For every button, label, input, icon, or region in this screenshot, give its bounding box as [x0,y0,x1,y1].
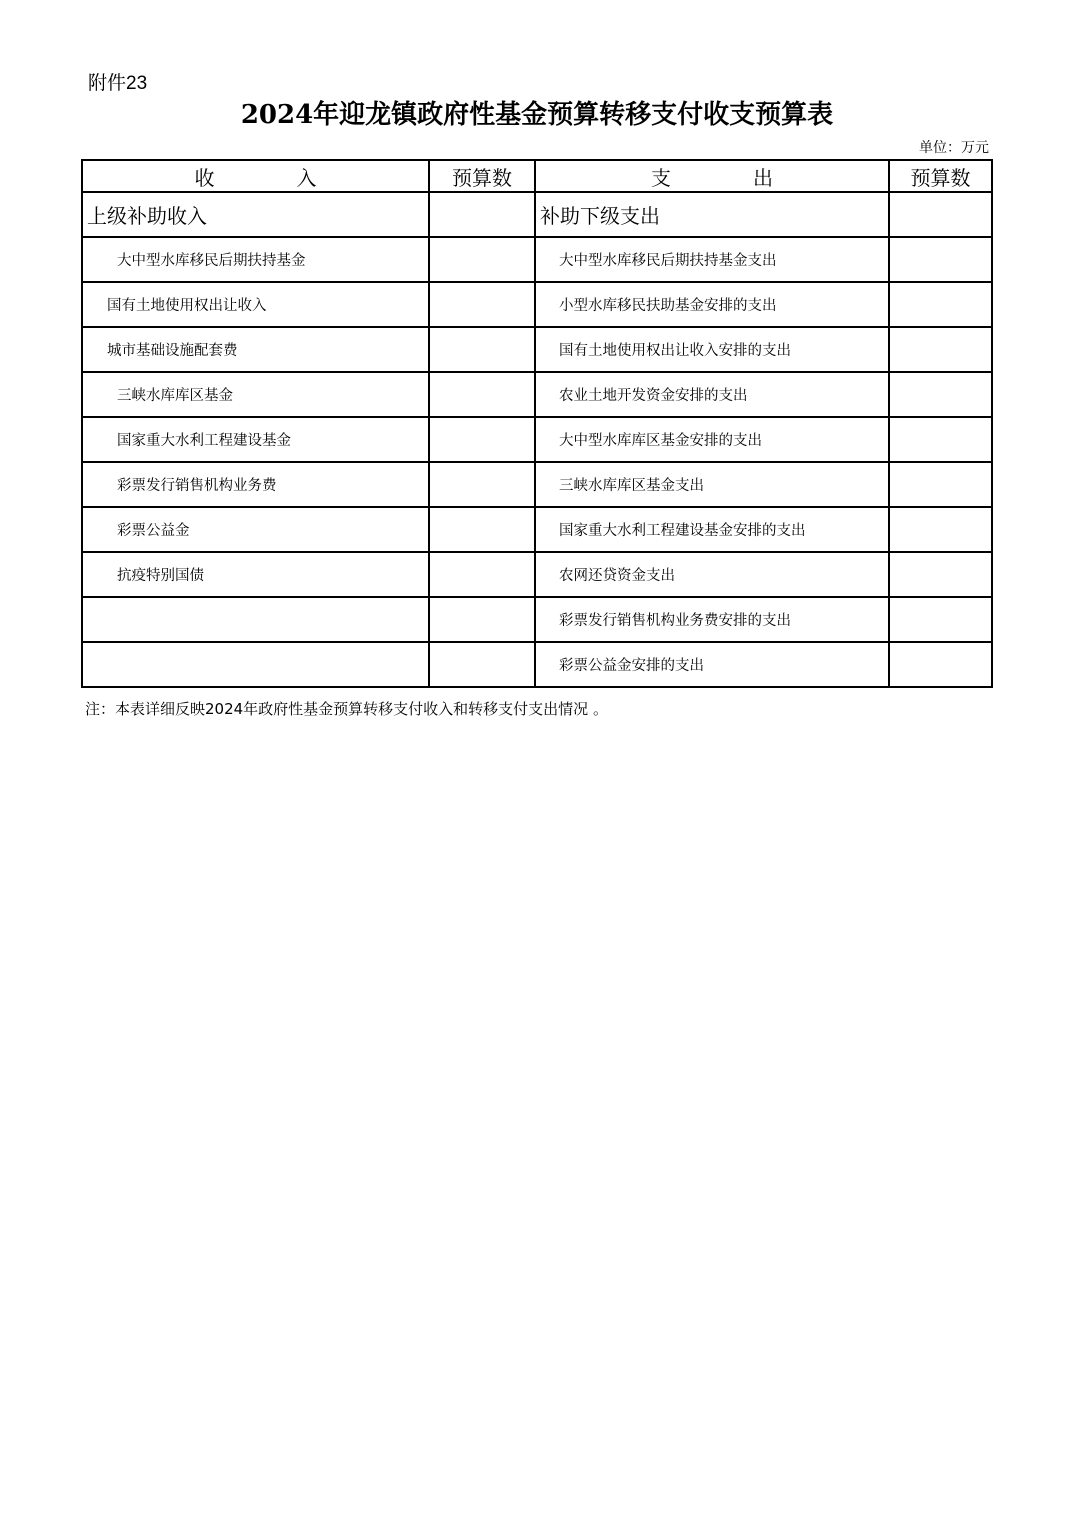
table-row [82,282,992,327]
table-header-row [82,160,992,192]
income-item: 彩票公益金 [82,507,429,552]
expense-item: 农业土地开发资金安排的支出 [535,372,889,417]
income-budget-cell [429,372,535,417]
expense-budget-cell [889,552,992,597]
income-budget-cell [429,552,535,597]
income-item: 大中型水库移民后期扶持基金 [82,237,429,282]
table-note: 注：本表详细反映2024年政府性基金预算转移支付收入和转移支付支出情况 。 [85,700,608,718]
expense-category-budget [889,192,992,237]
income-item [82,597,429,642]
budget-table [81,159,993,688]
expense-budget-cell [889,237,992,282]
income-header-char-1: 收 [194,165,215,190]
income-budget-cell [429,642,535,687]
attachment-label: 附件23 [88,73,148,94]
expense-item: 农网还贷资金支出 [535,552,889,597]
income-category-budget [429,192,535,237]
expense-header [535,160,889,192]
table-row [82,597,992,642]
table-row [82,327,992,372]
income-budget-cell [429,507,535,552]
income-budget-cell [429,417,535,462]
income-budget-cell [429,462,535,507]
unit-label: 单位：万元 [919,140,989,156]
income-item: 三峡水库库区基金 [82,372,429,417]
expense-item: 小型水库移民扶助基金安排的支出 [535,282,889,327]
expense-budget-cell [889,282,992,327]
expense-item: 国家重大水利工程建设基金安排的支出 [535,507,889,552]
expense-item: 彩票公益金安排的支出 [535,642,889,687]
expense-category: 补助下级支出 [535,192,889,237]
income-budget-cell [429,282,535,327]
category-row [82,192,992,237]
income-budget-cell [429,597,535,642]
income-item: 城市基础设施配套费 [82,327,429,372]
income-item: 国家重大水利工程建设基金 [82,417,429,462]
table-row [82,642,992,687]
expense-budget-cell [889,417,992,462]
expense-item: 大中型水库移民后期扶持基金支出 [535,237,889,282]
page-title: 2024年迎龙镇政府性基金预算转移支付收支预算表 [240,100,834,130]
income-item: 抗疫特别国债 [82,552,429,597]
income-budget-cell [429,237,535,282]
income-header-char-2: 入 [296,165,317,190]
expense-item: 国有土地使用权出让收入安排的支出 [535,327,889,372]
expense-budget-cell [889,372,992,417]
expense-budget-cell [889,642,992,687]
table-row [82,417,992,462]
expense-budget-cell [889,597,992,642]
income-budget-header: 预算数 [429,160,535,192]
expense-budget-cell [889,462,992,507]
expense-budget-header: 预算数 [889,160,992,192]
expense-budget-cell [889,327,992,372]
expense-header-char-2: 出 [753,165,773,190]
table-row [82,507,992,552]
expense-item: 大中型水库库区基金安排的支出 [535,417,889,462]
table-row [82,237,992,282]
expense-budget-cell [889,507,992,552]
expense-item: 彩票发行销售机构业务费安排的支出 [535,597,889,642]
income-header [82,160,429,192]
income-budget-cell [429,327,535,372]
income-category: 上级补助收入 [82,192,429,237]
table-row [82,552,992,597]
table-row [82,372,992,417]
table-row [82,462,992,507]
expense-header-char-1: 支 [651,165,671,190]
income-item [82,642,429,687]
expense-item: 三峡水库库区基金支出 [535,462,889,507]
income-item: 彩票发行销售机构业务费 [82,462,429,507]
income-item: 国有土地使用权出让收入 [82,282,429,327]
